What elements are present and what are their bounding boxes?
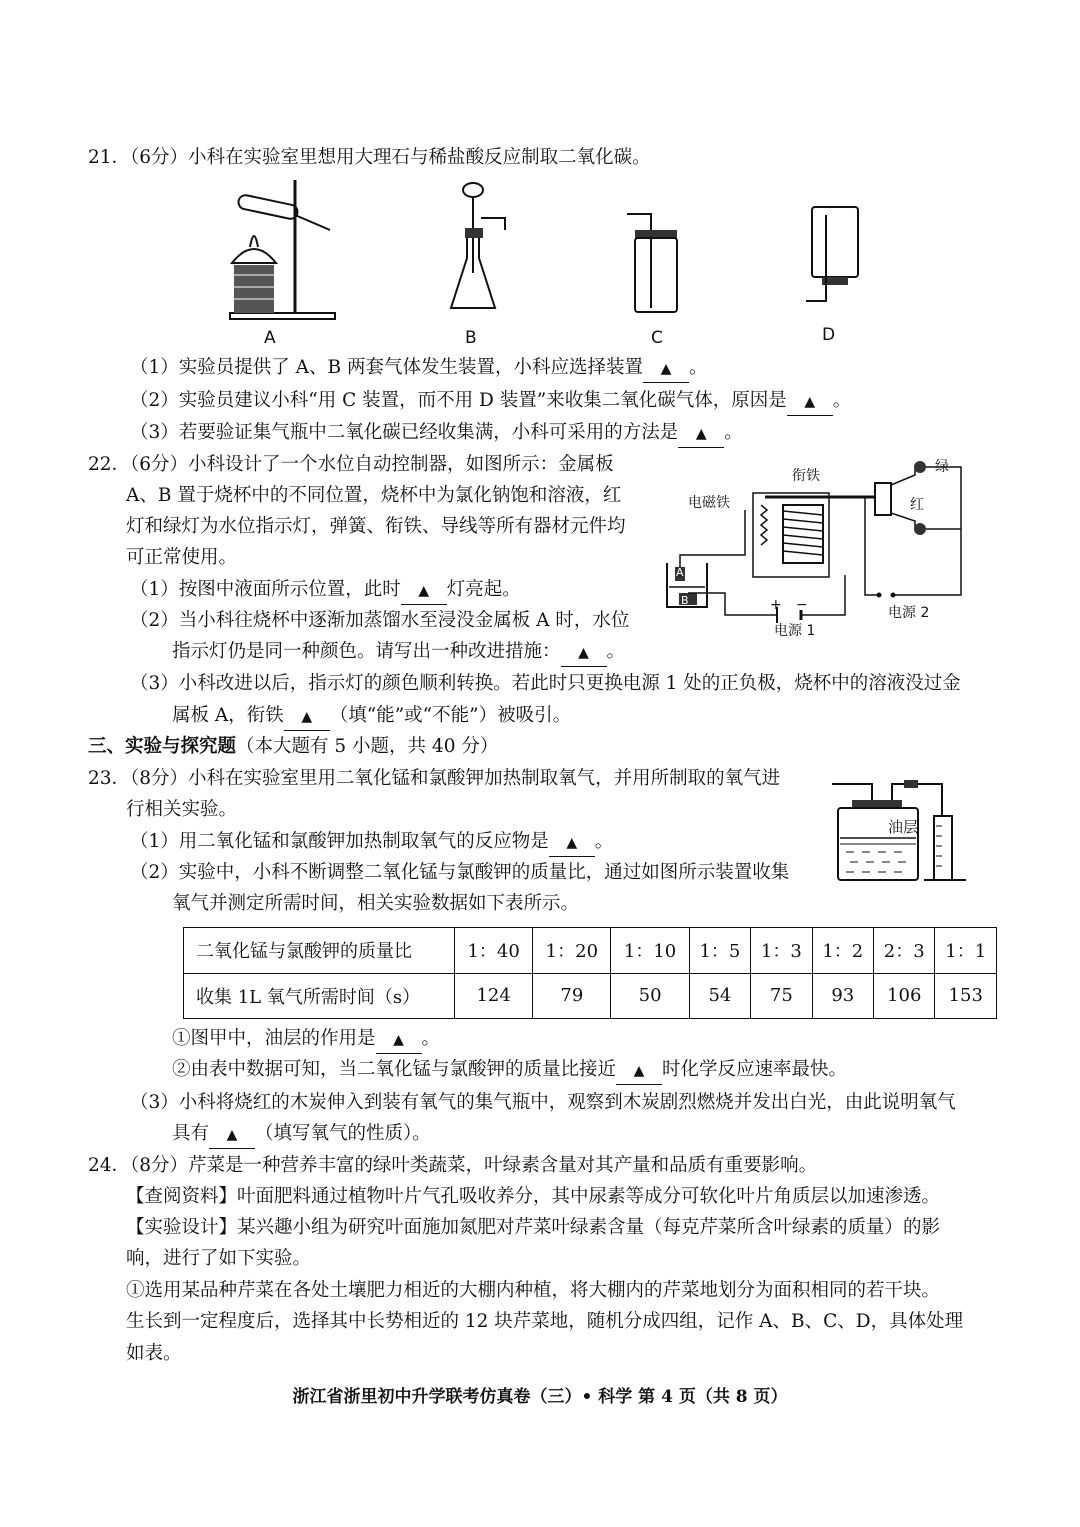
answer-blank[interactable] <box>616 1057 662 1085</box>
q22-part1: （1）按图中液面所示位置，此时▲ 灯亮起。 <box>130 577 521 605</box>
table-cell: 106 <box>874 973 935 1019</box>
q23-sub2: ②由表中数据可知，当二氧化锰与氯酸钾的质量比接近▲ 时化学反应速率最快。 <box>172 1057 847 1085</box>
q22-stem-line4: 可正常使用。 <box>126 547 238 568</box>
apparatus-a-figure <box>220 175 340 325</box>
answer-blank[interactable] <box>284 703 330 731</box>
q23-part1: （1）用二氧化锰和氯酸钾加热制取氧气的反应物是▲ 。 <box>130 829 613 857</box>
table-cell: 1：10 <box>611 928 689 974</box>
q23-part2b: 氧气并测定所需时间，相关实验数据如下表所示。 <box>172 893 580 914</box>
q22-part2a: （2）当小科往烧杯中逐渐加蒸馏水至浸没金属板 A 时，水位 <box>130 610 630 631</box>
answer-blank[interactable] <box>401 577 447 605</box>
q22-part3a: （3）小科改进以后，指示灯的颜色顺利转换。若此时只更换电源 1 处的正负极，烧杯中的溶液没过金 <box>130 673 961 694</box>
table-cell: 75 <box>751 973 812 1019</box>
table-cell: 1：40 <box>455 928 533 974</box>
table-cell: 1：5 <box>689 928 750 974</box>
label-armature: 衔铁 <box>792 468 820 484</box>
q23-sub1: ①图甲中，油层的作用是▲ 。 <box>172 1026 440 1054</box>
apparatus-d-figure <box>800 205 870 315</box>
table-cell: 54 <box>689 973 750 1019</box>
answer-blank[interactable] <box>549 829 595 857</box>
answer-blank[interactable] <box>678 420 724 448</box>
label-power-1: 电源 1 <box>774 623 816 639</box>
fig-label-a: A <box>264 328 276 348</box>
label-power-2: 电源 2 <box>888 605 930 621</box>
q23-stem-line1: 23．（8分）小科在实验室里用二氧化锰和氯酸钾加热制取氧气，并用所制取的氧气进 <box>88 768 781 789</box>
table-cell: 153 <box>935 973 997 1019</box>
q23-part3b: 具有▲ （填写氧气的性质）。 <box>172 1121 431 1149</box>
q22-stem-line2: A、B 置于烧杯中的不同位置，烧杯中为氯化钠饱和溶液，红 <box>126 485 622 506</box>
label-oil-layer: 油层 <box>888 818 919 836</box>
table-row <box>184 928 997 974</box>
table-cell: 93 <box>812 973 873 1019</box>
label-plus: + <box>770 597 782 613</box>
table-cell: 1：3 <box>751 928 812 974</box>
q24-reference-line: 【查阅资料】叶面肥料通过植物叶片气孔吸收养分，其中尿素等成分可软化叶片角质层以加速渗透。 <box>126 1186 941 1207</box>
answer-blank[interactable] <box>787 388 833 416</box>
q22-part3b: 属板 A，衔铁▲ （填“能”或“不能”）被吸引。 <box>172 703 571 731</box>
section-3-heading: 三、实验与探究题（本大题有 5 小题，共 40 分） <box>88 736 499 757</box>
table-cell: 79 <box>533 973 611 1019</box>
page-footer: 浙江省浙里初中升学联考仿真卷（三）• 科学 第 4 页（共 8 页） <box>292 1387 788 1407</box>
q21-part3: （3）若要验证集气瓶中二氧化碳已经收集满，小科可采用的方法是▲ 。 <box>130 420 743 448</box>
q22-stem-line1: 22．（6分）小科设计了一个水位自动控制器，如图所示：金属板 <box>88 454 614 475</box>
table-cell: 50 <box>611 973 689 1019</box>
table-row <box>184 973 997 1019</box>
q21-part1: （1）实验员提供了 A、B 两套气体发生装置，小科应选择装置▲ 。 <box>130 355 708 383</box>
table-cell: 124 <box>455 973 533 1019</box>
q23-stem-line2: 行相关实验。 <box>126 799 238 820</box>
q22-stem-line3: 灯和绿灯为水位指示灯，弹簧、衔铁、导线等所有器材元件均 <box>126 516 626 537</box>
table-header-time: 收集 1L 氧气所需时间（s） <box>184 973 455 1019</box>
table-cell: 1：20 <box>533 928 611 974</box>
answer-blank[interactable] <box>376 1026 422 1054</box>
q23-part3a: （3）小科将烧红的木炭伸入到装有氧气的集气瓶中，观察到木炭剧烈燃烧并发出白光，由此说明氧气 <box>130 1092 956 1113</box>
apparatus-c-figure <box>625 208 685 318</box>
label-green-lamp: 绿 <box>935 459 949 475</box>
q21-part2: （2）实验员建议小科“用 C 装置，而不用 D 装置”来收集二氧化碳气体，原因是▲ 。 <box>130 388 851 416</box>
answer-blank[interactable] <box>209 1121 255 1149</box>
q24-stem-line1: 24．（8分）芹菜是一种营养丰富的绿叶类蔬菜，叶绿素含量对其产量和品质有重要影响。 <box>88 1155 818 1176</box>
q24-line4: 响，进行了如下实验。 <box>126 1248 312 1269</box>
answer-blank[interactable] <box>643 355 689 383</box>
q24-design-line: 【实验设计】某兴趣小组为研究叶面施加氮肥对芹菜叶绿素含量（每克芹菜所含叶绿素的质量）的影 <box>126 1217 941 1238</box>
apparatus-b-figure <box>445 178 515 318</box>
table-cell: 1：1 <box>935 928 997 974</box>
answer-blank[interactable] <box>561 639 607 667</box>
fig-label-d: D <box>822 325 836 345</box>
label-minus: − <box>796 597 808 613</box>
fig-label-b: B <box>465 328 477 348</box>
table-cell: 2：3 <box>874 928 935 974</box>
label-plate-b: B <box>681 594 689 607</box>
table-header-ratio: 二氧化锰与氯酸钾的质量比 <box>184 928 455 974</box>
fig-label-c: C <box>651 328 663 348</box>
label-electromagnet: 电磁铁 <box>688 495 730 511</box>
label-plate-a: A <box>676 566 684 579</box>
q23-part2a: （2）实验中，小科不断调整二氧化锰与氯酸钾的质量比，通过如图所示装置收集 <box>130 862 790 883</box>
q24-line7: 如表。 <box>126 1343 182 1364</box>
q22-part2b: 指示灯仍是同一种颜色。请写出一种改进措施：▲ 。 <box>172 639 625 667</box>
q24-line6: 生长到一定程度后，选择其中长势相近的 12 块芹菜地，随机分成四组，记作 A、B、C、D，具体处理 <box>126 1311 964 1332</box>
q24-line5: ①选用某品种芹菜在各处土壤肥力相近的大棚内种植，将大棚内的芹菜地划分为面积相同的若干块。 <box>126 1280 941 1301</box>
label-red-lamp: 红 <box>910 497 924 513</box>
table-cell: 1：2 <box>812 928 873 974</box>
q21-stem: 21．（6分）小科在实验室里想用大理石与稀盐酸反应制取二氧化碳。 <box>88 147 651 168</box>
ratio-time-table <box>183 927 997 1019</box>
